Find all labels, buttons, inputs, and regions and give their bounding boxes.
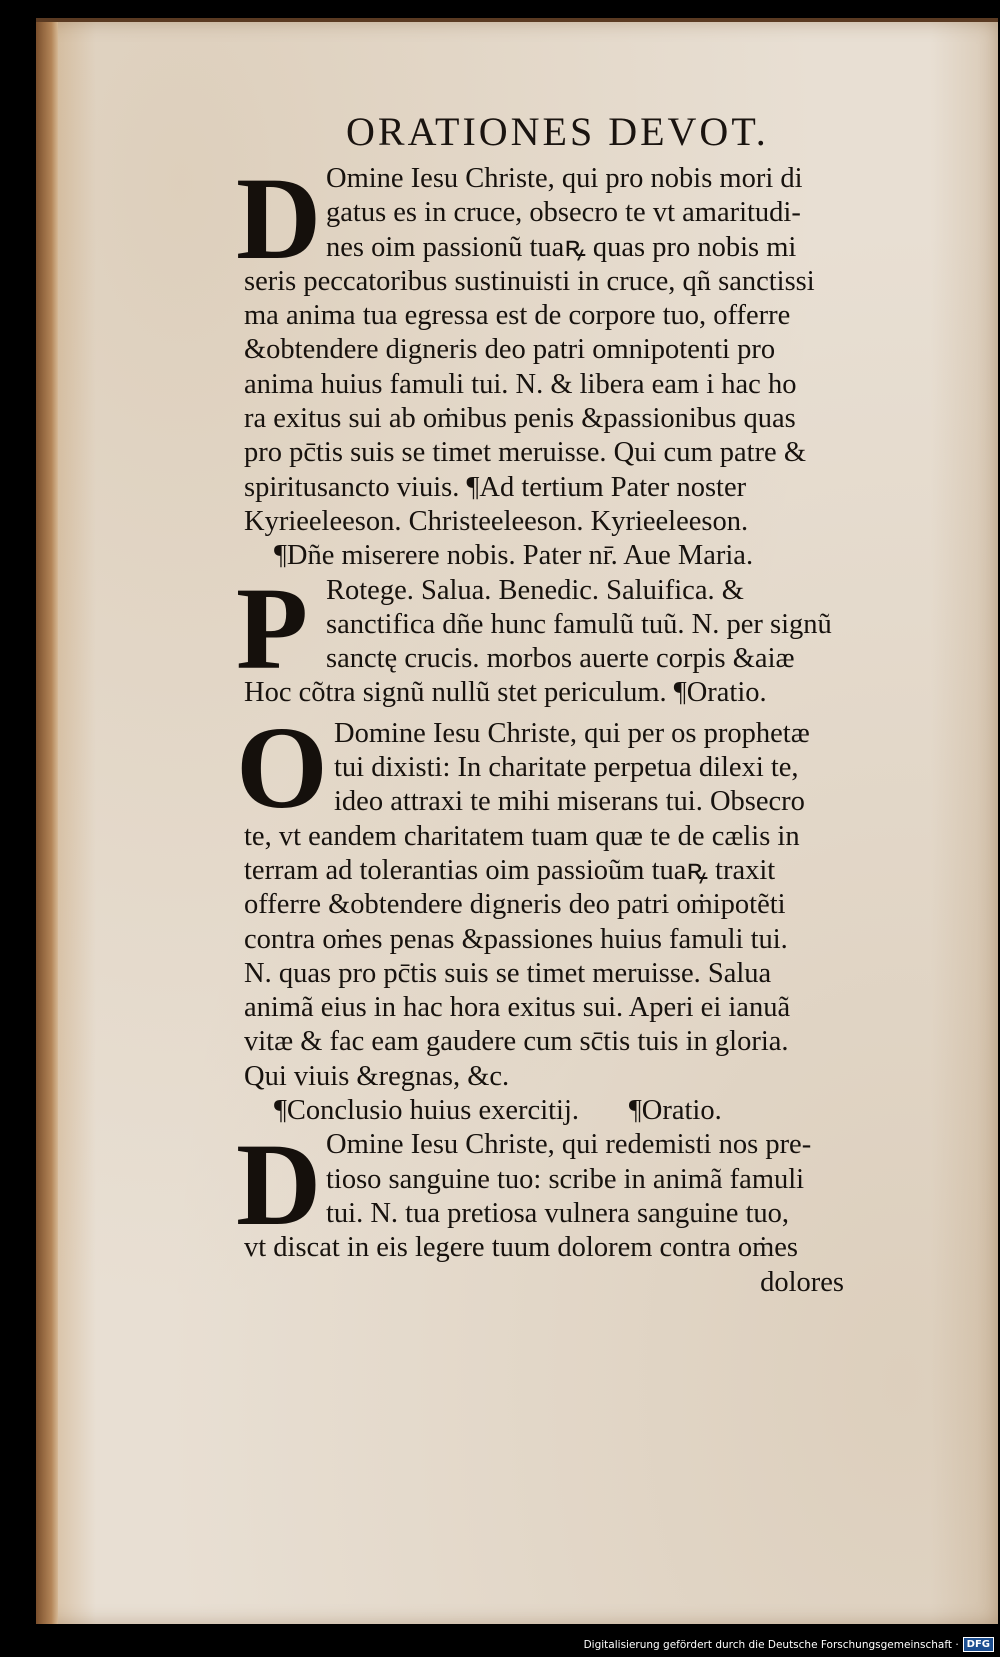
body-text [236, 153, 884, 1300]
text-line: sanctifica dñe hunc famulũ tuũ. N. per signũ [326, 608, 832, 640]
drop-capital: O [236, 701, 328, 833]
credit-text: Digitalisierung gefördert durch die Deutsche Forschungsgemeinschaft · [583, 1638, 959, 1651]
book-page [36, 18, 998, 1624]
rubric-line: ¶Dñe miserere nobis. Pater nr̄. Aue Maria. [274, 540, 754, 572]
catchword: dolores [760, 1266, 844, 1298]
text-line: Kyrieeleeson. Christeeleeson. Kyrieeleeson. [244, 505, 749, 537]
text-line: ma anima tua egressa est de corpore tuo, offerre [244, 300, 791, 332]
prayer-paragraph-3 [236, 701, 884, 1094]
drop-capital: P [236, 562, 309, 694]
text-line: Qui viuis &regnas, &c. [244, 1060, 510, 1092]
text-line: spiritusancto viuis. ¶Ad tertium Pater noster [244, 471, 747, 503]
text-line: Omine Iesu Christe, qui redemisti nos pre- [326, 1129, 812, 1161]
prayer-paragraph-2 [236, 562, 884, 711]
dfg-logo: DFG [963, 1637, 994, 1652]
drop-capital: D [236, 153, 322, 284]
text-line: tui dixisti: In charitate perpetua dilexi te, [334, 752, 799, 784]
text-line: ideo attraxi te mihi miserans tui. Obsecro [334, 786, 805, 818]
text-line: &obtendere digneris deo patri omnipotenti pro [244, 334, 776, 366]
text-line: Domine Iesu Christe, qui per os prophetæ [334, 717, 810, 749]
prayer-paragraph-4 [236, 1119, 884, 1265]
rubric-line: ¶Conclusio huius exercitij. ¶Oratio. [274, 1095, 722, 1127]
text-line: animã eius in hac hora exitus sui. Aperi ei ianuã [244, 992, 791, 1024]
text-line: vt discat in eis legere tuum dolorem contra oṁes [244, 1232, 799, 1264]
text-line: anima huius famuli tui. N. & libera eam i hac ho [244, 368, 797, 400]
text-line: seris peccatoribus sustinuisti in cruce, qñ sanctissi [244, 265, 815, 297]
drop-capital: D [236, 1119, 322, 1251]
digitization-credit [584, 1637, 994, 1652]
text-line: vitæ & fac eam gaudere cum sc̄tis tuis in gloria. [244, 1026, 789, 1058]
text-line: Hoc cõtra signũ nullũ stet periculum. ¶Oratio. [244, 677, 767, 709]
book-spine [36, 22, 58, 1624]
text-line: ra exitus sui ab oṁibus penis &passionibus quas [244, 403, 796, 435]
text-line: terram ad tolerantias oim passioũm tuaꝶ traxit [244, 854, 776, 886]
running-header: ORATIONES DEVOT. [346, 109, 769, 154]
text-line: nes oim passionũ tuaꝶ quas pro nobis mi [326, 231, 797, 263]
text-line: tui. N. tua pretiosa vulnera sanguine tuo, [326, 1197, 790, 1229]
text-line: Rotege. Salua. Benedic. Saluifica. & [326, 574, 744, 606]
text-line: pro pc̄tis suis se timet meruisse. Qui cum patre & [244, 437, 806, 469]
text-line: sanctę crucis. morbos auerte corpis &aiæ [326, 643, 795, 675]
text-line: Omine Iesu Christe, qui pro nobis mori di [326, 163, 803, 194]
text-line: gatus es in cruce, obsecro te vt amaritudi- [326, 197, 801, 229]
prayer-paragraph-1 [236, 153, 884, 539]
text-line: contra oṁes penas &passiones huius famuli tui. [244, 923, 788, 955]
text-line: offerre &obtendere digneris deo patri oṁipotẽti [244, 889, 786, 921]
text-line: te, vt eandem charitatem tuam quæ te de cælis in [244, 820, 800, 852]
text-line: N. quas pro pc̄tis suis se timet meruisse. Salua [244, 957, 772, 989]
text-line: tioso sanguine tuo: scribe in animã famuli [326, 1163, 805, 1195]
